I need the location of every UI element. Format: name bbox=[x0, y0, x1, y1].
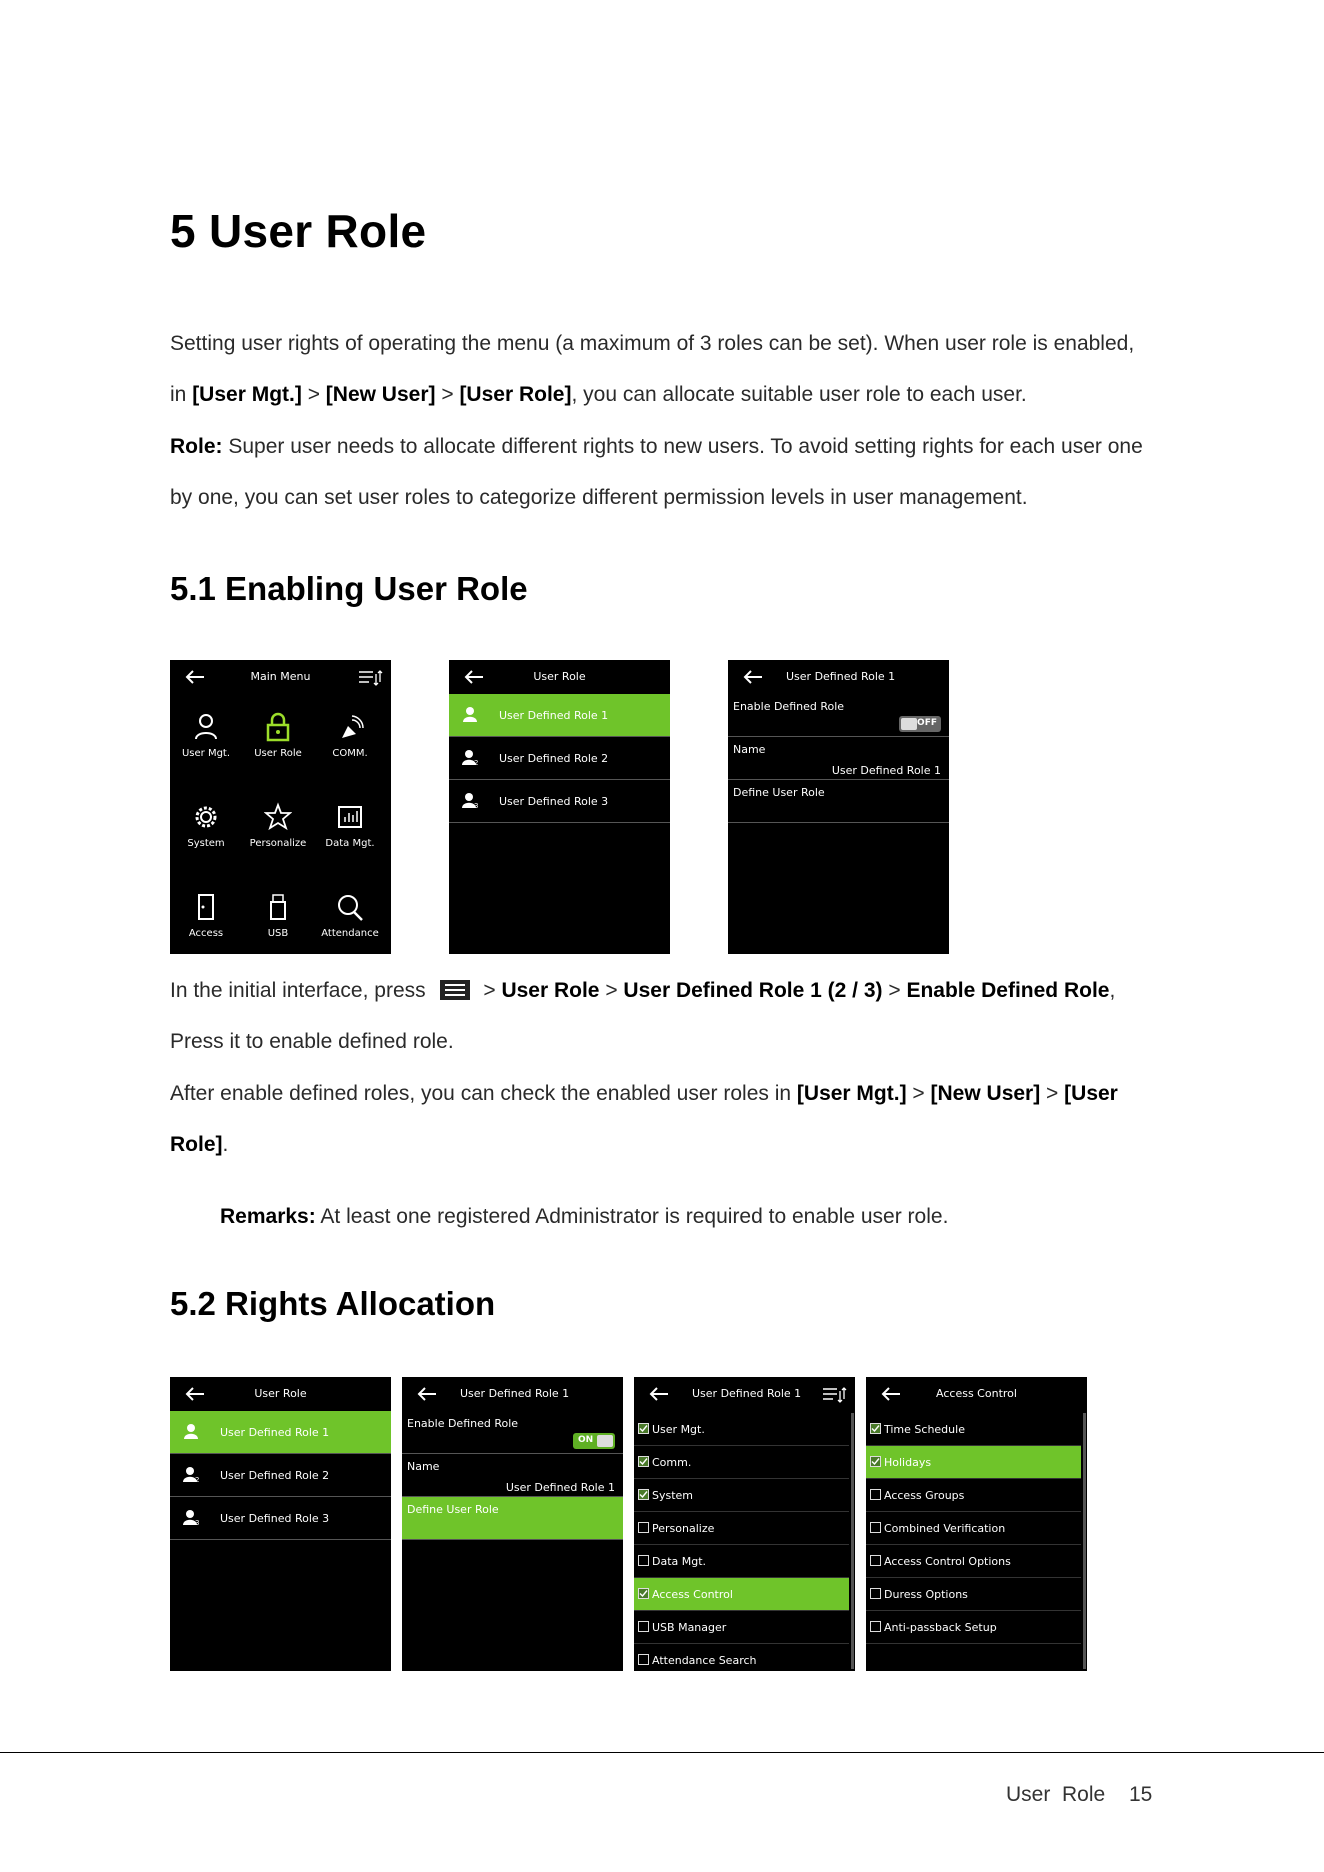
gear-icon bbox=[192, 802, 220, 832]
section-heading-rights: 5.2 Rights Allocation bbox=[170, 1285, 496, 1322]
menu-item-system[interactable]: System bbox=[170, 802, 242, 849]
checklist-item[interactable] bbox=[866, 1545, 1081, 1578]
menu-key-icon bbox=[439, 979, 471, 1001]
menu-item-data-mgt[interactable]: Data Mgt. bbox=[314, 802, 386, 849]
back-arrow-icon[interactable] bbox=[416, 1385, 438, 1403]
screen-role-settings-on bbox=[402, 1377, 623, 1671]
chart-box-icon bbox=[336, 802, 364, 832]
scrollbar[interactable] bbox=[1083, 1413, 1086, 1669]
menu-item-comm[interactable]: COMM. bbox=[314, 712, 386, 759]
screen-title: User Defined Role 1 bbox=[786, 670, 896, 683]
user-icon bbox=[461, 748, 479, 766]
enable-role-row[interactable]: Enable Defined Role ON bbox=[402, 1411, 623, 1454]
checklist-label: Holidays bbox=[884, 1456, 932, 1469]
sort-menu-icon[interactable] bbox=[357, 668, 383, 688]
satellite-icon bbox=[336, 712, 364, 742]
checklist-item[interactable] bbox=[634, 1446, 849, 1479]
checklist-label: Access Groups bbox=[884, 1489, 965, 1502]
checklist-item[interactable] bbox=[866, 1512, 1081, 1545]
checkbox-checked[interactable] bbox=[638, 1489, 649, 1500]
checkbox-checked[interactable] bbox=[638, 1423, 649, 1434]
sec1-line-3: After enable defined roles, you can check the enabled user roles in [User Mgt.] > [New User] > [User bbox=[170, 1082, 1118, 1105]
checkbox-checked[interactable] bbox=[638, 1588, 649, 1599]
search-icon bbox=[336, 892, 364, 922]
checklist-item[interactable] bbox=[866, 1413, 1081, 1446]
list-item-role-1[interactable]: User Defined Role 1 bbox=[170, 1411, 391, 1454]
checklist-label: Data Mgt. bbox=[652, 1555, 707, 1568]
scrollbar[interactable] bbox=[851, 1413, 854, 1669]
intro-line-4: by one, you can set user roles to categorize different permission levels in user management. bbox=[170, 486, 1028, 509]
checklist-label: Access Control bbox=[652, 1588, 733, 1601]
checklist-label: Anti-passback Setup bbox=[884, 1621, 997, 1634]
screen-title: User Defined Role 1 bbox=[460, 1387, 570, 1400]
footer-rule bbox=[0, 1752, 1324, 1753]
menu-item-user-mgt[interactable]: User Mgt. bbox=[170, 712, 242, 759]
check-icon bbox=[639, 1424, 648, 1433]
checklist-item[interactable] bbox=[634, 1611, 849, 1644]
check-icon bbox=[639, 1457, 648, 1466]
enable-role-toggle-off[interactable]: OFF bbox=[899, 716, 941, 732]
page-title: 5 User Role bbox=[170, 205, 427, 257]
checkbox-unchecked[interactable] bbox=[870, 1621, 881, 1632]
star-icon bbox=[264, 802, 292, 832]
checkbox-checked[interactable] bbox=[870, 1456, 881, 1467]
checklist-item[interactable] bbox=[866, 1611, 1081, 1644]
sec1-line-2: Press it to enable defined role. bbox=[170, 1030, 454, 1053]
checklist-label: Attendance Search bbox=[652, 1654, 757, 1667]
checkbox-checked[interactable] bbox=[638, 1456, 649, 1467]
checklist-item[interactable] bbox=[634, 1512, 849, 1545]
checklist-label: System bbox=[652, 1489, 694, 1502]
checklist-label: User Mgt. bbox=[652, 1423, 705, 1436]
intro-line-2: in [User Mgt.] > [New User] > [User Role], you can allocate suitable user role to each user. bbox=[170, 383, 1027, 406]
screen-role-settings-off bbox=[728, 660, 949, 954]
checkbox-unchecked[interactable] bbox=[638, 1522, 649, 1533]
intro-line-1: Setting user rights of operating the menu (a maximum of 3 roles can be set). When user role is enabled, bbox=[170, 332, 1135, 355]
screen-title: Main Menu bbox=[250, 670, 311, 683]
checkbox-unchecked[interactable] bbox=[638, 1654, 649, 1665]
checklist-item[interactable] bbox=[866, 1446, 1081, 1479]
screen-title: Access Control bbox=[936, 1387, 1017, 1400]
sort-menu-icon[interactable] bbox=[821, 1385, 847, 1405]
screen-title: User Role bbox=[254, 1387, 307, 1400]
nav-instruction: In the initial interface, press > User Role > User Defined Role 1 (2 / 3) > Enable Defined Role, bbox=[170, 979, 1116, 1002]
back-arrow-icon[interactable] bbox=[742, 668, 764, 686]
screen-define-rights bbox=[634, 1377, 855, 1671]
screen-main-menu bbox=[170, 660, 391, 954]
svg-text:2: 2 bbox=[474, 759, 479, 766]
checklist-label: Combined Verification bbox=[884, 1522, 1006, 1535]
checkbox-unchecked[interactable] bbox=[870, 1555, 881, 1566]
list-item-role-1[interactable]: User Defined Role 1 bbox=[449, 694, 670, 737]
intro-line-3: Role: Super user needs to allocate different rights to new users. To avoid setting rights for each user one bbox=[170, 435, 1143, 458]
checklist-label: Access Control Options bbox=[884, 1555, 1011, 1568]
screen-title: User Defined Role 1 bbox=[692, 1387, 802, 1400]
checklist-label: Comm. bbox=[652, 1456, 692, 1469]
svg-text:3: 3 bbox=[195, 1519, 200, 1526]
checkbox-checked[interactable] bbox=[870, 1423, 881, 1434]
checkbox-unchecked[interactable] bbox=[638, 1555, 649, 1566]
list-item-role-3[interactable]: 3 User Defined Role 3 bbox=[449, 780, 670, 823]
user-icon bbox=[182, 1422, 200, 1440]
user-icon bbox=[461, 705, 479, 723]
enable-role-row[interactable]: Enable Defined Role OFF bbox=[728, 694, 949, 737]
section-heading-enabling: 5.1 Enabling User Role bbox=[170, 570, 528, 607]
menu-item-usb[interactable]: USB bbox=[242, 892, 314, 939]
checklist-label: Time Schedule bbox=[884, 1423, 965, 1436]
user-icon bbox=[192, 712, 220, 742]
footer-section: User Role bbox=[1006, 1783, 1106, 1806]
screen-user-role bbox=[449, 660, 670, 954]
define-role-row[interactable]: Define User Role bbox=[728, 780, 949, 823]
checklist-label: Personalize bbox=[652, 1522, 715, 1535]
check-icon bbox=[871, 1424, 880, 1433]
checklist-item[interactable] bbox=[866, 1578, 1081, 1611]
usb-icon bbox=[264, 892, 292, 922]
menu-item-attendance[interactable]: Attendance bbox=[314, 892, 386, 939]
checklist-label: Duress Options bbox=[884, 1588, 968, 1601]
sec1-line-4: Role]. bbox=[170, 1133, 229, 1156]
screen-access-control bbox=[866, 1377, 1087, 1671]
checkbox-unchecked[interactable] bbox=[870, 1588, 881, 1599]
enable-role-toggle-on[interactable]: ON bbox=[573, 1433, 615, 1449]
menu-item-user-role[interactable]: User Role bbox=[242, 712, 314, 759]
name-row[interactable]: Name User Defined Role 1 bbox=[728, 737, 949, 780]
list-item-role-2[interactable]: 2 User Defined Role 2 bbox=[449, 737, 670, 780]
checklist-item[interactable] bbox=[866, 1479, 1081, 1512]
screen-user-role-2 bbox=[170, 1377, 391, 1671]
checklist-item[interactable] bbox=[634, 1578, 849, 1611]
menu-item-access[interactable]: Access bbox=[170, 892, 242, 939]
check-icon bbox=[639, 1589, 648, 1598]
name-row[interactable]: Name User Defined Role 1 bbox=[402, 1454, 623, 1497]
define-role-row[interactable]: Define User Role bbox=[402, 1497, 623, 1540]
checklist-item[interactable] bbox=[634, 1479, 849, 1512]
user-icon bbox=[461, 791, 479, 809]
check-icon bbox=[871, 1457, 880, 1466]
checklist-item[interactable] bbox=[634, 1413, 849, 1446]
checkbox-unchecked[interactable] bbox=[870, 1489, 881, 1500]
list-item-role-3[interactable]: 3 User Defined Role 3 bbox=[170, 1497, 391, 1540]
checklist-item[interactable] bbox=[634, 1545, 849, 1578]
lock-icon bbox=[264, 712, 292, 742]
screen-title: User Role bbox=[533, 670, 586, 683]
checklist-label: USB Manager bbox=[652, 1621, 727, 1634]
door-icon bbox=[192, 892, 220, 922]
list-item-role-2[interactable]: 2 User Defined Role 2 bbox=[170, 1454, 391, 1497]
menu-item-personalize[interactable]: Personalize bbox=[242, 802, 314, 849]
user-icon bbox=[182, 1508, 200, 1526]
svg-text:2: 2 bbox=[195, 1476, 200, 1483]
back-arrow-icon[interactable] bbox=[648, 1385, 670, 1403]
remarks: Remarks: At least one registered Administrator is required to enable user role. bbox=[220, 1205, 949, 1228]
checklist-item[interactable] bbox=[634, 1644, 849, 1671]
checkbox-unchecked[interactable] bbox=[870, 1522, 881, 1533]
check-icon bbox=[639, 1490, 648, 1499]
checkbox-unchecked[interactable] bbox=[638, 1621, 649, 1632]
user-icon bbox=[182, 1465, 200, 1483]
page-number: 15 bbox=[1129, 1783, 1153, 1806]
svg-text:3: 3 bbox=[474, 802, 479, 809]
